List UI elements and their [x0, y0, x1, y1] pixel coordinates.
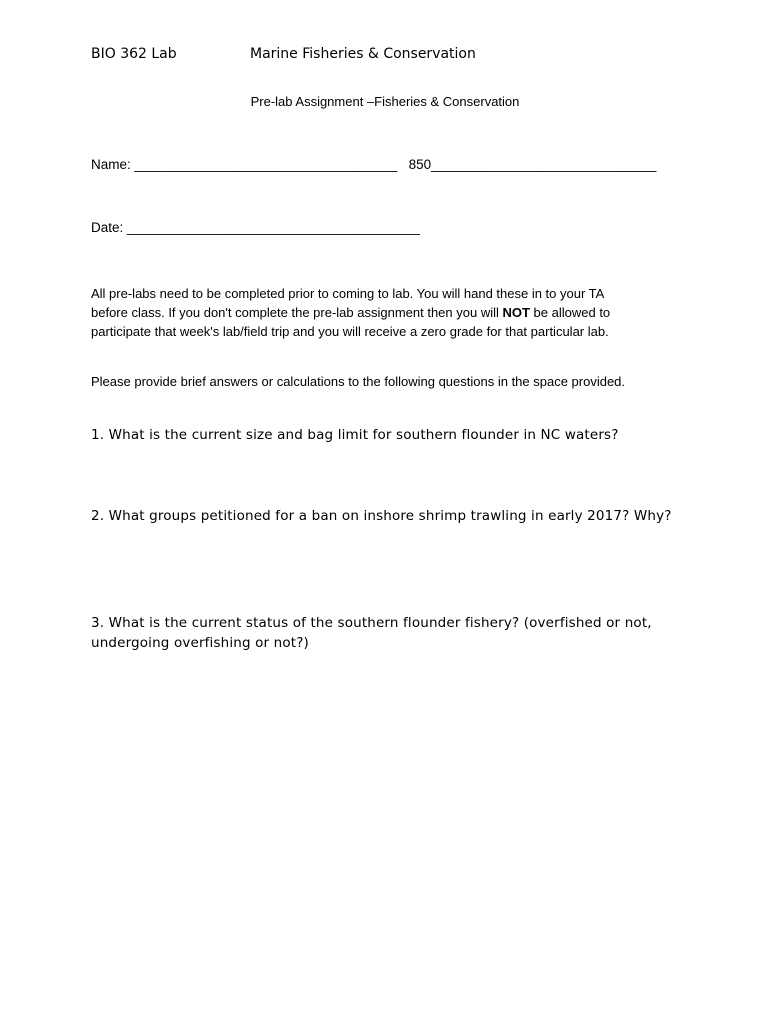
instructions-emphasis: NOT [502, 305, 530, 320]
answer-instructions: Please provide brief answers or calculations to the following questions in the space provided. [91, 374, 626, 389]
date-field [91, 220, 420, 235]
question-3-line-1: 3. What is the current status of the southern flounder fishery? (overfished or not, [91, 615, 652, 631]
question-2: 2. What groups petitioned for a ban on inshore shrimp trawling in early 2017? Why? [91, 508, 672, 524]
name-field [91, 157, 656, 172]
instructions-line-2 [91, 303, 681, 322]
name-blank: ___________________________________ [134, 157, 398, 172]
instructions-line-2-end: be allowed to [529, 305, 611, 320]
date-blank: _______________________________________ [127, 220, 420, 235]
instructions-line-1: All pre-labs need to be completed prior to coming to lab. You will hand these in to your TA [91, 286, 605, 301]
date-label: Date: [91, 220, 124, 235]
id-prefix: 850 [408, 157, 432, 172]
instructions-paragraph [91, 284, 681, 341]
question-1: 1. What is the current size and bag limit for southern flounder in NC waters? [91, 427, 619, 443]
course-label: BIO 362 Lab [91, 46, 177, 62]
assignment-subtitle: Pre-lab Assignment –Fisheries & Conservation [250, 94, 520, 109]
name-label: Name: [91, 157, 131, 172]
instructions-line-3: participate that week's lab/field trip and you will receive a zero grade for that particular lab. [91, 324, 609, 339]
id-blank: ______________________________ [431, 157, 657, 172]
instructions-line-2-start: before class. If you don't complete the pre-lab assignment then you will [91, 305, 503, 320]
question-3-line-2: undergoing overfishing or not?) [91, 635, 309, 651]
question-3 [91, 613, 691, 653]
document-title: Marine Fisheries & Conservation [250, 46, 476, 62]
